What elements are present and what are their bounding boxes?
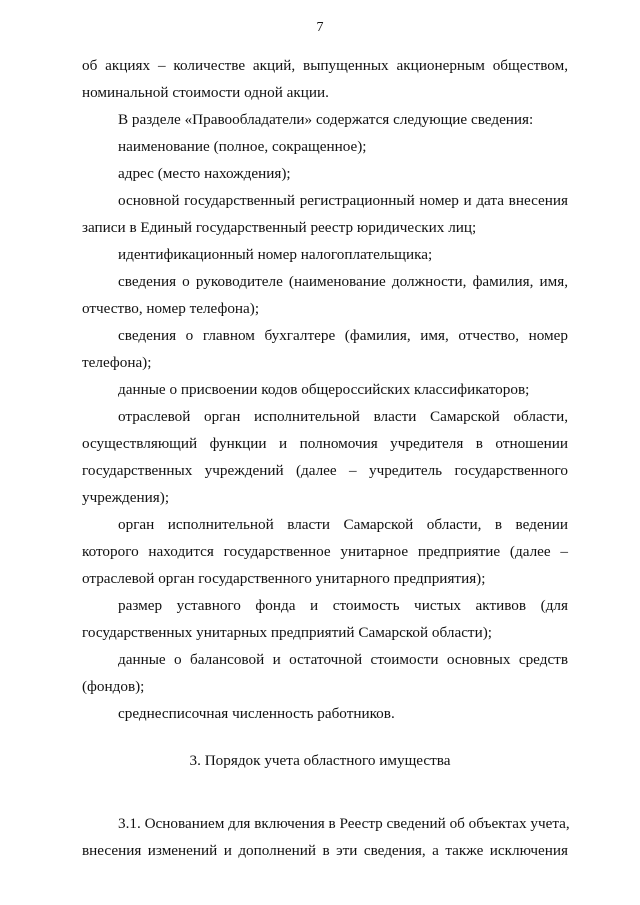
text-line: внесения изменений и дополнений в эти сведения, а также исключения — [82, 842, 568, 859]
text-line: В разделе «Правообладатели» содержатся следующие сведения: — [118, 111, 534, 128]
text-line: которого находится государственное унитарное предприятие (далее – — [82, 543, 568, 560]
text-line: учреждения); — [82, 489, 170, 506]
text-line: сведения о главном бухгалтере (фамилия, имя, отчество, номер — [118, 327, 568, 344]
text-line: основной государственный регистрационный номер и дата внесения — [118, 192, 568, 209]
text-line: орган исполнительной власти Самарской области, в ведении — [118, 516, 568, 533]
section-heading: 3. Порядок учета областного имущества — [189, 752, 451, 769]
text-line: государственных учреждений (далее – учредитель государственного — [82, 462, 568, 479]
text-line: государственных унитарных предприятий Самарской области); — [82, 624, 492, 641]
text-line: размер уставного фонда и стоимость чистых активов (для — [118, 597, 568, 614]
text-line: данные о присвоении кодов общероссийских классификаторов; — [118, 381, 530, 398]
text-line: идентификационный номер налогоплательщика; — [118, 246, 433, 263]
text-line: данные о балансовой и остаточной стоимости основных средств — [118, 651, 568, 668]
text-line: среднесписочная численность работников. — [118, 705, 395, 722]
text-line: (фондов); — [82, 678, 145, 695]
text-line: сведения о руководителе (наименование должности, фамилия, имя, — [118, 273, 568, 290]
page-number: 7 — [316, 20, 324, 35]
text-line: записи в Единый государственный реестр юридических лиц; — [82, 219, 477, 236]
text-line: отраслевой орган государственного унитарного предприятия); — [82, 570, 486, 587]
text-line: об акциях – количестве акций, выпущенных акционерным обществом, — [82, 57, 568, 74]
text-line: отчество, номер телефона); — [82, 300, 260, 317]
text-line: телефона); — [82, 354, 152, 371]
text-line: адрес (место нахождения); — [118, 165, 291, 182]
text-line: осуществляющий функции и полномочия учредителя в отношении — [82, 435, 568, 452]
text-line: отраслевой орган исполнительной власти Самарской области, — [118, 408, 568, 425]
text-line: номинальной стоимости одной акции. — [82, 84, 329, 101]
text-line: наименование (полное, сокращенное); — [118, 138, 367, 155]
text-line: 3.1. Основанием для включения в Реестр сведений об объектах учета, — [118, 815, 570, 832]
